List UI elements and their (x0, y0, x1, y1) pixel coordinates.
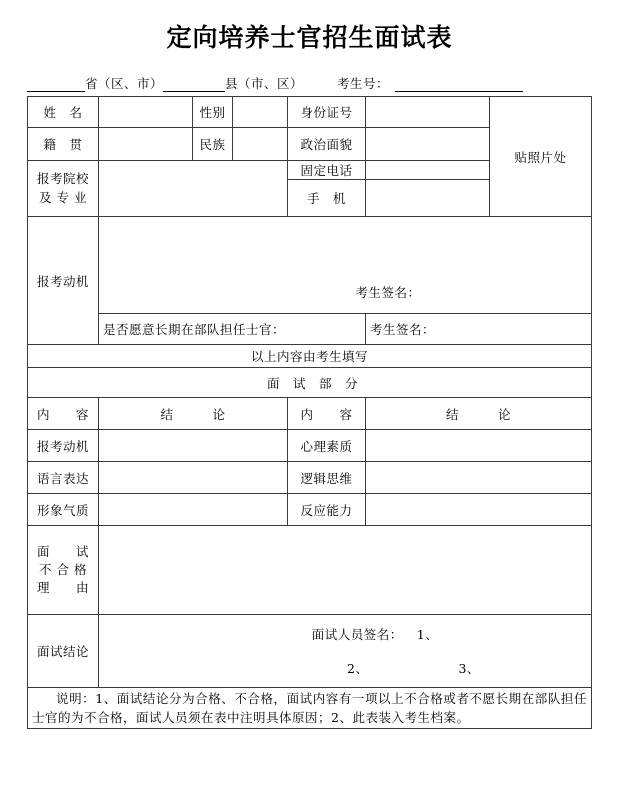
signer-3[interactable]: 3、 (458, 661, 480, 676)
motivation-signature-label: 考生签名： (355, 285, 421, 300)
table-row (28, 494, 592, 526)
page-title: 定向培养士官招生面试表 (166, 23, 453, 52)
exam-number-label: 考生号： (337, 76, 390, 91)
long-term-question: 是否愿意长期在部队担任士官： (99, 314, 366, 345)
note-text (28, 688, 592, 729)
interview-label-logic: 逻辑思维 (288, 462, 366, 494)
fail-reason-label-line2: 不 合 格 (39, 561, 87, 577)
header-conclusion-right: 结 论 (366, 398, 592, 430)
ethnicity-label: 民族 (193, 128, 233, 161)
exam-number-blank[interactable] (395, 78, 523, 92)
table-row-fail-reason (28, 526, 592, 615)
mobile-label: 手 机 (288, 180, 366, 217)
table-row-note (28, 688, 592, 729)
native-place-value[interactable] (99, 128, 193, 161)
signers-line-2 (103, 659, 587, 677)
county-label: 县（市、区） (225, 76, 304, 91)
interview-value-motivation[interactable] (99, 430, 288, 462)
conclusion-value[interactable] (99, 615, 592, 688)
header-line (27, 74, 591, 94)
political-status-value[interactable] (366, 128, 490, 161)
school-major-label-line2: 及 专 业 (39, 189, 87, 205)
header-conclusion-left: 结 论 (99, 398, 288, 430)
interview-value-logic[interactable] (366, 462, 592, 494)
table-row-name (28, 97, 592, 128)
table-row-long-term (28, 314, 592, 345)
note-text-value: 说明：1、面试结论分为合格、不合格，面试内容有一项以上不合格或者不愿长期在部队担任士官的为不合格，面试人员须在表中注明具体原因；2、此表装入考生档案。 (32, 690, 587, 725)
table-row-motivation (28, 217, 592, 314)
interview-label-appearance: 形象气质 (28, 494, 99, 526)
conclusion-label: 面试结论 (28, 615, 99, 688)
school-major-value[interactable] (99, 161, 288, 217)
gender-label: 性别 (193, 97, 233, 128)
table-row-interview-headers (28, 398, 592, 430)
interview-label-expression: 语言表达 (28, 462, 99, 494)
political-status-label: 政治面貌 (288, 128, 366, 161)
interview-label-motivation: 报考动机 (28, 430, 99, 462)
table-row-band-candidate (28, 345, 592, 368)
motivation-label: 报考动机 (28, 217, 99, 345)
name-value[interactable] (99, 97, 193, 128)
long-term-signature-label[interactable]: 考生签名： (366, 314, 592, 345)
interview-value-psychology[interactable] (366, 430, 592, 462)
name-label: 姓 名 (28, 97, 99, 128)
photo-placeholder[interactable]: 贴照片处 (490, 97, 592, 217)
fail-reason-label-line1: 面 试 (36, 543, 89, 559)
interview-value-reaction[interactable] (366, 494, 592, 526)
landline-value[interactable] (366, 161, 490, 180)
signer-1[interactable]: 1、 (416, 627, 439, 642)
fail-reason-value[interactable] (99, 526, 592, 615)
signers-line-1 (103, 625, 587, 643)
table-row-band-interview (28, 368, 592, 398)
interview-value-expression[interactable] (99, 462, 288, 494)
interview-form-table (27, 96, 592, 729)
signer-2[interactable]: 2、 (347, 661, 369, 676)
school-major-label-line1: 报考院校 (36, 171, 89, 187)
province-blank[interactable] (27, 78, 85, 92)
id-number-value[interactable] (366, 97, 490, 128)
school-major-label (28, 161, 99, 217)
fail-reason-label (28, 526, 99, 615)
band-interview-section: 面 试 部 分 (28, 368, 592, 398)
gender-value[interactable] (233, 97, 288, 128)
native-place-label: 籍 贯 (28, 128, 99, 161)
interview-label-reaction: 反应能力 (288, 494, 366, 526)
signers-label: 面试人员签名： (311, 627, 403, 642)
header-content-left: 内 容 (28, 398, 99, 430)
province-label: 省（区、市） (85, 76, 164, 91)
motivation-content[interactable] (99, 217, 592, 314)
landline-label: 固定电话 (288, 161, 366, 180)
table-row (28, 462, 592, 494)
mobile-value[interactable] (366, 180, 490, 217)
county-blank[interactable] (163, 78, 225, 92)
interview-value-appearance[interactable] (99, 494, 288, 526)
ethnicity-value[interactable] (233, 128, 288, 161)
id-number-label: 身份证号 (288, 97, 366, 128)
table-row-conclusion (28, 615, 592, 688)
interview-label-psychology: 心理素质 (288, 430, 366, 462)
table-row (28, 430, 592, 462)
fail-reason-label-line3: 理 由 (36, 580, 89, 596)
band-filled-by-candidate: 以上内容由考生填写 (28, 345, 592, 368)
header-content-right: 内 容 (288, 398, 366, 430)
